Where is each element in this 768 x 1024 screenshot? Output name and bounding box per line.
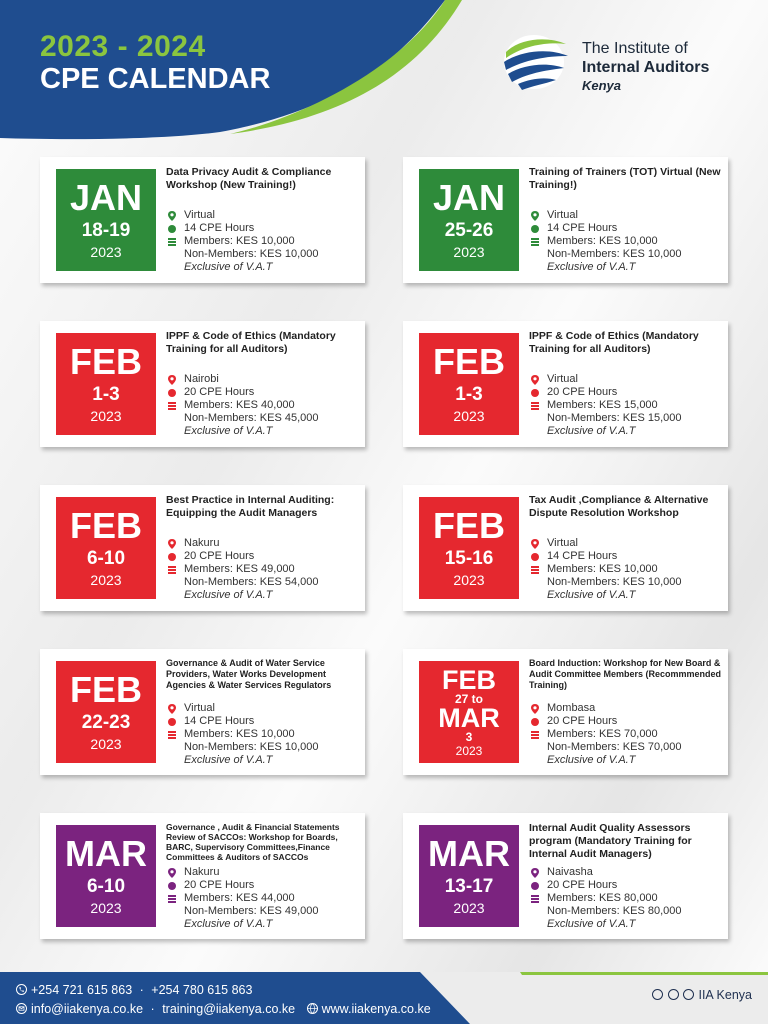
event-details xyxy=(166,209,361,274)
event-title: Board Induction: Workshop for New Board & Audit Committee Members (Recommmended Training) xyxy=(529,658,722,690)
footer-contacts xyxy=(16,1002,431,1016)
footer-phone-1[interactable]: +254 721 615 863 xyxy=(31,983,133,997)
event-month: FEB xyxy=(70,669,142,710)
event-title: Training of Trainers (TOT) Virtual (New Training!) xyxy=(529,166,721,191)
location-pin-icon xyxy=(167,539,177,549)
money-stack-icon xyxy=(167,237,177,247)
email-icon xyxy=(16,1003,27,1014)
location-pin-icon xyxy=(167,868,177,878)
event-card[interactable] xyxy=(40,813,365,939)
cpe-dot-icon xyxy=(167,717,177,727)
location-pin-icon xyxy=(530,211,540,221)
event-vat-note: Exclusive of V.A.T xyxy=(184,589,273,601)
event-non-members-fee: Non-Members: KES 15,000 xyxy=(547,412,682,424)
event-days: 25-26 xyxy=(444,220,494,241)
event-vat-note: Exclusive of V.A.T xyxy=(547,754,636,766)
money-stack-icon xyxy=(167,401,177,411)
event-days: 1-3 xyxy=(455,384,483,405)
facebook-icon[interactable] xyxy=(652,989,663,1000)
event-vat-note: Exclusive of V.A.T xyxy=(184,918,273,930)
event-year: 2023 xyxy=(453,572,485,588)
event-month: FEB xyxy=(433,341,505,382)
location-pin-icon xyxy=(530,375,540,385)
event-year: 2023 xyxy=(453,244,485,260)
event-date-box xyxy=(56,825,156,927)
cpe-dot-icon xyxy=(530,388,540,398)
cpe-dot-icon xyxy=(530,881,540,891)
event-days: 27 to xyxy=(454,692,483,706)
event-date-box xyxy=(56,497,156,599)
event-days: 15-16 xyxy=(444,548,494,569)
event-card[interactable] xyxy=(403,813,728,939)
money-stack-icon xyxy=(530,894,540,904)
event-members-fee: Members: KES 49,000 xyxy=(184,563,295,575)
event-members-fee: Members: KES 15,000 xyxy=(547,399,658,411)
footer-separator: · xyxy=(139,983,144,997)
event-non-members-fee: Non-Members: KES 10,000 xyxy=(547,248,682,260)
event-title: Internal Audit Quality Assessors program (Mandatory Training for Internal Audit Managers) xyxy=(529,822,692,860)
event-year: 2023 xyxy=(90,900,122,916)
event-date-box xyxy=(419,825,519,927)
calendar-title: CPE CALENDAR xyxy=(40,63,271,95)
event-days: 1-3 xyxy=(92,384,120,405)
event-days-end: 3 xyxy=(465,730,473,744)
event-details xyxy=(166,537,361,602)
event-month: MAR xyxy=(65,833,147,874)
money-stack-icon xyxy=(167,730,177,740)
logo-line-2: Internal Auditors xyxy=(582,59,710,76)
event-date-box xyxy=(419,333,519,435)
event-cpe-hours: 20 CPE Hours xyxy=(184,550,255,562)
event-location: Virtual xyxy=(547,537,578,549)
event-non-members-fee: Non-Members: KES 10,000 xyxy=(184,741,319,753)
event-card[interactable] xyxy=(40,321,365,447)
footer-separator: · xyxy=(150,1002,155,1016)
footer-website[interactable]: www.iiakenya.co.ke xyxy=(321,1002,431,1016)
footer-phones xyxy=(16,983,252,997)
calendar-year-range: 2023 - 2024 xyxy=(40,30,206,63)
event-vat-note: Exclusive of V.A.T xyxy=(547,589,636,601)
event-days: 18-19 xyxy=(81,220,131,241)
event-location: Mombasa xyxy=(547,702,596,714)
event-details xyxy=(529,866,724,931)
event-vat-note: Exclusive of V.A.T xyxy=(547,918,636,930)
event-non-members-fee: Non-Members: KES 10,000 xyxy=(184,248,319,260)
event-days: 6-10 xyxy=(86,876,126,897)
event-year: 2023 xyxy=(90,408,122,424)
social-handle[interactable]: IIA Kenya xyxy=(698,988,752,1002)
instagram-icon[interactable] xyxy=(668,989,679,1000)
event-year: 2023 xyxy=(453,900,485,916)
event-vat-note: Exclusive of V.A.T xyxy=(547,425,636,437)
event-members-fee: Members: KES 10,000 xyxy=(547,235,658,247)
event-card[interactable] xyxy=(403,157,728,283)
event-vat-note: Exclusive of V.A.T xyxy=(184,425,273,437)
event-card[interactable] xyxy=(40,649,365,775)
event-members-fee: Members: KES 40,000 xyxy=(184,399,295,411)
phone-icon xyxy=(16,984,27,995)
event-details xyxy=(529,373,724,438)
event-cpe-hours: 20 CPE Hours xyxy=(184,879,255,891)
cpe-dot-icon xyxy=(167,388,177,398)
event-month: FEB xyxy=(70,505,142,546)
event-month: JAN xyxy=(69,177,143,218)
event-title: Tax Audit ,Compliance & Alternative Dispute Resolution Workshop xyxy=(529,494,709,519)
event-date-box xyxy=(56,169,156,271)
cpe-dot-icon xyxy=(530,224,540,234)
event-date-box xyxy=(56,661,156,763)
money-stack-icon xyxy=(530,401,540,411)
event-cpe-hours: 14 CPE Hours xyxy=(547,222,618,234)
event-title: IPPF & Code of Ethics (Mandatory Training for all Auditors) xyxy=(529,330,699,355)
event-cpe-hours: 14 CPE Hours xyxy=(184,222,255,234)
cpe-dot-icon xyxy=(530,552,540,562)
cpe-dot-icon xyxy=(530,717,540,727)
event-details xyxy=(529,209,724,274)
event-members-fee: Members: KES 10,000 xyxy=(184,728,295,740)
event-month: FEB xyxy=(433,505,505,546)
money-stack-icon xyxy=(530,237,540,247)
event-cpe-hours: 20 CPE Hours xyxy=(184,386,255,398)
event-members-fee: Members: KES 44,000 xyxy=(184,892,295,904)
event-location: Virtual xyxy=(184,209,215,221)
event-month: JAN xyxy=(432,177,506,218)
event-members-fee: Members: KES 80,000 xyxy=(547,892,658,904)
event-title: Governance & Audit of Water Service Providers, Water Works Development Agencies & Water Services Regulators xyxy=(166,658,332,690)
event-card[interactable] xyxy=(403,485,728,611)
location-pin-icon xyxy=(530,704,540,714)
event-members-fee: Members: KES 70,000 xyxy=(547,728,658,740)
event-details xyxy=(166,866,361,931)
event-members-fee: Members: KES 10,000 xyxy=(184,235,295,247)
money-stack-icon xyxy=(530,565,540,575)
globe-logo-icon xyxy=(500,30,572,92)
cpe-dot-icon xyxy=(167,224,177,234)
event-cpe-hours: 14 CPE Hours xyxy=(547,550,618,562)
event-month: FEB xyxy=(70,341,142,382)
event-month: MAR xyxy=(428,833,510,874)
location-pin-icon xyxy=(167,211,177,221)
event-year: 2023 xyxy=(90,244,122,260)
event-date-box xyxy=(419,497,519,599)
event-location: Nakuru xyxy=(184,866,220,878)
event-year: 2023 xyxy=(455,744,483,758)
iia-kenya-logo xyxy=(500,30,740,100)
event-year: 2023 xyxy=(453,408,485,424)
event-location: Nakuru xyxy=(184,537,220,549)
event-cpe-hours: 20 CPE Hours xyxy=(547,879,618,891)
event-card[interactable] xyxy=(40,157,365,283)
event-month: FEB xyxy=(442,665,496,695)
event-title: Governance , Audit & Financial Statements Review of SACCOs: Workshop for Boards, BARC, Supervisory Committees,Finance Committees & Auditors of SACCOs xyxy=(166,822,340,862)
money-stack-icon xyxy=(530,730,540,740)
footer-email-training[interactable]: training@iiakenya.co.ke xyxy=(162,1002,296,1016)
event-details xyxy=(529,537,724,602)
event-non-members-fee: Non-Members: KES 45,000 xyxy=(184,412,319,424)
event-location: Virtual xyxy=(547,373,578,385)
globe-icon xyxy=(307,1003,318,1014)
event-location: Nairobi xyxy=(184,373,219,385)
footer-phone-2[interactable]: +254 780 615 863 xyxy=(151,983,253,997)
event-card[interactable] xyxy=(403,649,728,775)
location-pin-icon xyxy=(530,539,540,549)
logo-line-3: Kenya xyxy=(582,78,622,93)
event-days: 22-23 xyxy=(81,712,131,733)
twitter-icon[interactable] xyxy=(683,989,694,1000)
money-stack-icon xyxy=(167,565,177,575)
event-location: Virtual xyxy=(547,209,578,221)
footer-social xyxy=(652,988,752,1002)
event-date-box xyxy=(56,333,156,435)
event-details xyxy=(166,373,361,438)
money-stack-icon xyxy=(167,894,177,904)
event-vat-note: Exclusive of V.A.T xyxy=(184,261,273,273)
location-pin-icon xyxy=(167,375,177,385)
event-location: Virtual xyxy=(184,702,215,714)
event-cpe-hours: 20 CPE Hours xyxy=(547,386,618,398)
event-non-members-fee: Non-Members: KES 49,000 xyxy=(184,905,319,917)
cpe-dot-icon xyxy=(167,881,177,891)
event-location: Naivasha xyxy=(547,866,593,878)
event-non-members-fee: Non-Members: KES 70,000 xyxy=(547,741,682,753)
event-year: 2023 xyxy=(90,736,122,752)
event-non-members-fee: Non-Members: KES 10,000 xyxy=(547,576,682,588)
event-year: 2023 xyxy=(90,572,122,588)
event-title: IPPF & Code of Ethics (Mandatory Training for all Auditors) xyxy=(166,330,336,355)
event-vat-note: Exclusive of V.A.T xyxy=(547,261,636,273)
event-days: 13-17 xyxy=(444,876,494,897)
event-card[interactable] xyxy=(403,321,728,447)
event-details xyxy=(529,702,724,767)
event-date-box xyxy=(419,661,519,763)
event-members-fee: Members: KES 10,000 xyxy=(547,563,658,575)
event-title: Data Privacy Audit & Compliance Workshop (New Training!) xyxy=(166,166,332,191)
event-vat-note: Exclusive of V.A.T xyxy=(184,754,273,766)
location-pin-icon xyxy=(167,704,177,714)
location-pin-icon xyxy=(530,868,540,878)
event-non-members-fee: Non-Members: KES 54,000 xyxy=(184,576,319,588)
logo-line-1: The Institute of xyxy=(582,40,688,57)
footer-email-info[interactable]: info@iiakenya.co.ke xyxy=(31,1002,144,1016)
event-details xyxy=(166,702,361,767)
event-date-box xyxy=(419,169,519,271)
event-days: 6-10 xyxy=(86,548,126,569)
event-non-members-fee: Non-Members: KES 80,000 xyxy=(547,905,682,917)
cpe-dot-icon xyxy=(167,552,177,562)
event-month-end: MAR xyxy=(438,703,500,733)
event-title: Best Practice in Internal Auditing: Equipping the Audit Managers xyxy=(166,494,335,519)
event-cpe-hours: 20 CPE Hours xyxy=(547,715,618,727)
event-card[interactable] xyxy=(40,485,365,611)
event-cpe-hours: 14 CPE Hours xyxy=(184,715,255,727)
